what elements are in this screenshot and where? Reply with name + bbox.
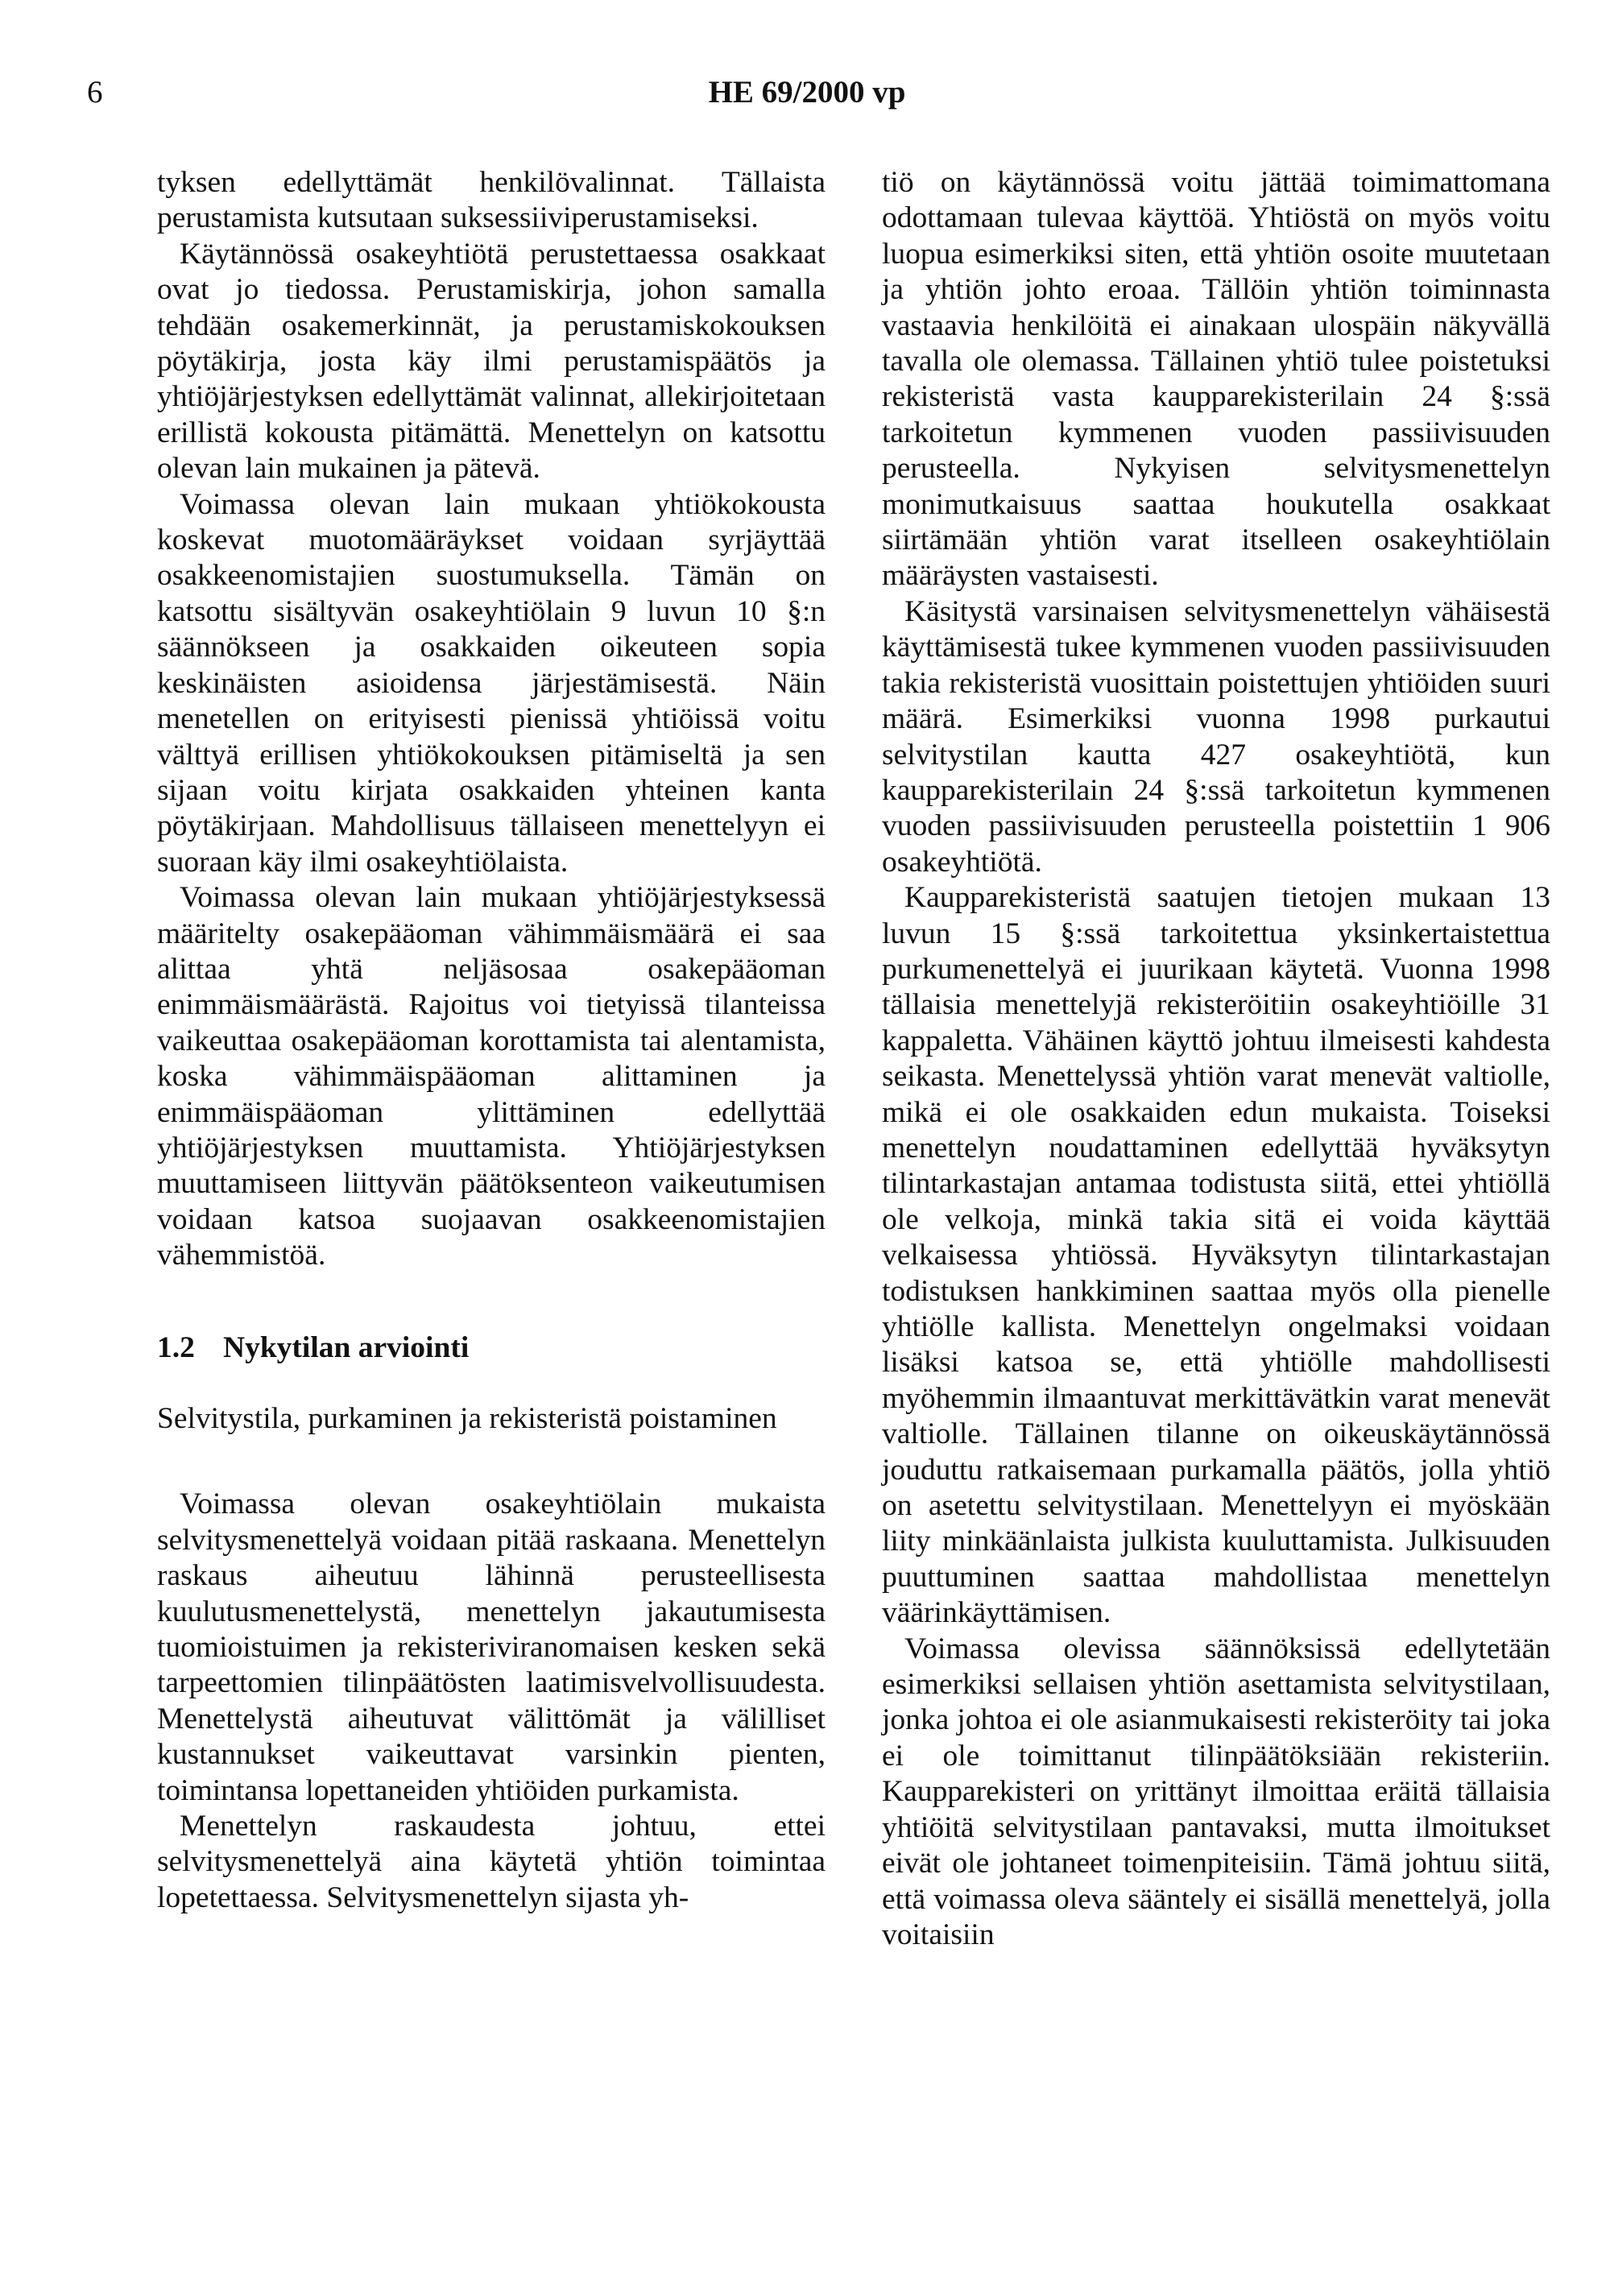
paragraph: Menettelyn raskaudesta johtuu, ettei selvitysmenettelyä aina käytetä yhtiön toimintaa lopetettaessa. Selvitysmenettelyn sijasta yh- bbox=[157, 1810, 826, 1914]
paragraph: Kaupparekisteristä saatujen tietojen mukaan 13 luvun 15 §:ssä tarkoitettua yksinkertaistettua purkumenettelyä ei juurikaan käytetä. Vuonna 1998 tällaisia menettelyjä rekisteröitiin osakeyhtiöille 31 kappaletta. Vähäinen käyttö johtuu ilmeisesti kahdesta seikasta. Menettelyssä yhtiön varat menevät valtiolle, mikä ei ole osakkaiden edun mukaista. Toiseksi menettelyn noudattaminen edellyttää hyväksytyn tilintarkastajan antamaa todistusta siitä, ettei yhtiöllä ole velkoja, minkä takia sitä ei voida käyttää velkaisessa yhtiössä. Hyväksytyn tilintarkastajan todistuksen hankkiminen saattaa myös olla pienelle yhtiölle kallista. Menettelyn ongelmaksi voidaan lisäksi katsoa se, että yhtiölle mahdollisesti myöhemmin ilmaantuvat merkittävätkin varat menevät valtiolle. Tällainen tilanne on oikeuskäytännössä jouduttu ratkaisemaan purkamalla päätös, jolla yhtiö on asetettu selvitystilaan. Menettelyyn ei myöskään liity minkäänlaista julkista kuuluttamista. Julkisuuden puuttuminen saattaa mahdollistaa menettelyn väärinkäyttämisen. bbox=[882, 881, 1550, 1630]
page-number: 6 bbox=[87, 75, 103, 110]
subsection-heading: Selvitystila, purkaminen ja rekisteristä poistaminen bbox=[157, 1402, 777, 1435]
right-column bbox=[882, 165, 1550, 1953]
paragraph: tiö on käytännössä voitu jättää toimimattomana odottamaan tulevaa käyttöä. Yhtiöstä on myös voitu luopua esimerkiksi siten, että yhtiön osoite muutetaan ja yhtiön johto eroaa. Tällöin yhtiön toiminnasta vastaavia henkilöitä ei ainakaan ulospäin näkyvällä tavalla ole olemassa. Tällainen yhtiö tulee poistetuksi rekisteristä vasta kaupparekisterilain 24 §:ssä tarkoitetun kymmenen vuoden passiivisuuden perusteella. Nykyisen selvitysmenettelyn monimutkaisuus saattaa houkutella osakkaat siirtämään yhtiön varat itselleen osakeyhtiölain määräysten vastaisesti. bbox=[882, 166, 1550, 593]
document-reference: HE 69/2000 vp bbox=[708, 75, 906, 110]
paragraph: Käsitystä varsinaisen selvitysmenettelyn vähäisestä käyttämisestä tukee kymmenen vuoden passiivisuuden takia rekisteristä vuosittain poistettujen yhtiöiden suuri määrä. Esimerkiksi vuonna 1998 purkautui selvitystilan kautta 427 osakeyhtiötä, kun kaupparekisterilain 24 §:ssä tarkoitetun kymmenen vuoden passiivisuuden perusteella poistettiin 1 906 osakeyhtiötä. bbox=[882, 594, 1550, 879]
paragraph: tyksen edellyttämät henkilövalinnat. Tällaista perustamista kutsutaan suksessiiviperustamiseksi. bbox=[157, 166, 826, 235]
paragraph: Voimassa olevan lain mukaan yhtiöjärjestyksessä määritelty osakepääoman vähimmäismäärä ei saa alittaa yhtä neljäsosaa osakepääoman enimmäismäärästä. Rajoitus voi tietyissä tilanteissa vaikeuttaa osakepääoman korottamista tai alentamista, koska vähimmäispääoman alittaminen ja enimmäispääoman ylittäminen edellyttää yhtiöjärjestyksen muuttamista. Yhtiöjärjestyksen muuttamiseen liittyvän päätöksenteon vaikeutumisen voidaan katsoa suojaavan osakkeenomistajien vähemmistöä. bbox=[157, 881, 826, 1272]
paragraph: Voimassa olevan lain mukaan yhtiökokousta koskevat muotomääräykset voidaan syrjäyttää osakkeenomistajien suostumuksella. Tämän on katsottu sisältyvän osakeyhtiölain 9 luvun 10 §:n säännökseen ja osakkaiden oikeuteen sopia keskinäisten asioidensa järjestämisestä. Näin menetellen on erityisesti pienissä yhtiöissä voitu välttyä erillisen yhtiökokouksen pitämiseltä ja sen sijaan voitu kirjata osakkaiden yhteinen kanta pöytäkirjaan. Mahdollisuus tällaiseen menettelyyn ei suoraan käy ilmi osakeyhtiölaista. bbox=[157, 487, 826, 879]
left-column bbox=[157, 165, 826, 1916]
paragraph: Voimassa olevan osakeyhtiölain mukaista selvitysmenettelyä voidaan pitää raskaana. Menettelyn raskaus aiheutuu lähinnä perusteellisesta kuulutusmenettelystä, menettelyn jakautumisesta tuomioistuimen ja rekisteriviranomaisen kesken sekä tarpeettomien tilinpäätösten laatimisvelvollisuudesta. Menettelystä aiheutuvat välittömät ja välilliset kustannukset vaikeuttavat varsinkin pienten, toimintansa lopettaneiden yhtiöiden purkamista. bbox=[157, 1487, 826, 1807]
paragraph: Voimassa olevissa säännöksissä edellytetään esimerkiksi sellaisen yhtiön asettamista selvitystilaan, jonka johtoa ei ole asianmukaisesti rekisteröity tai joka ei ole toimittanut tilinpäätöksiään rekisteriin. Kaupparekisteri on yrittänyt ilmoittaa eräitä tällaisia yhtiöitä selvitystilaan pantavaksi, mutta ilmoitukset eivät ole johtaneet toimenpiteisiin. Tämä johtuu siitä, että voimassa oleva sääntely ei sisällä menettelyä, jolla voitaisiin bbox=[882, 1632, 1550, 1951]
paragraph: Käytännössä osakeyhtiötä perustettaessa osakkaat ovat jo tiedossa. Perustamiskirja, johon samalla tehdään osakemerkinnät, ja perustamiskokouksen pöytäkirja, josta käy ilmi perustamispäätös ja yhtiöjärjestyksen edellyttämät valinnat, allekirjoitetaan erillistä kokousta pitämättä. Menettelyn on katsottu olevan lain mukainen ja pätevä. bbox=[157, 237, 826, 486]
section-number: 1.2 bbox=[157, 1330, 195, 1364]
section-heading bbox=[157, 1330, 826, 1366]
section-title: Nykytilan arviointi bbox=[223, 1330, 470, 1364]
